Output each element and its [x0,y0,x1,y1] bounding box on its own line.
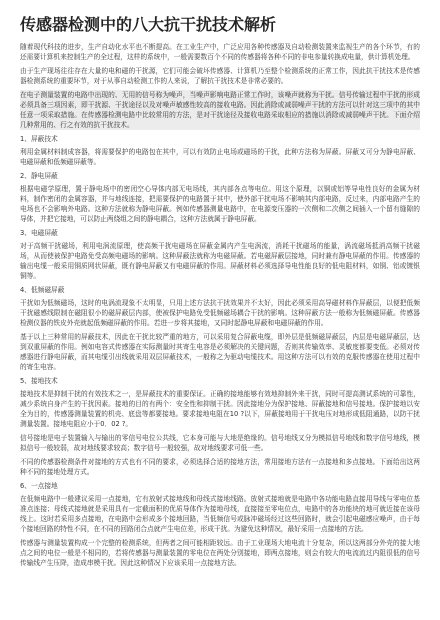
paragraph: 干扰如为低频磁场，这时的电涡流现象不太明显，只用上述方法抗干扰效果并不太好，因此必须采用高导磁材料作屏蔽层，以便把低频干扰磁感线限制在磁阻很小的磁屏蔽层内部，使被保护电路免受低频磁场耦合干扰的影响。这种屏蔽方法一般称为低频磁屏蔽。传感器检测仪器的铁皮外壳就起低频磁屏蔽的作用。若进一步将其接地，又同时起静电屏蔽和电磁屏蔽的作用。 [20,299,420,327]
paragraph: 随着现代科技的进步，生产自动化水平也不断提高。在工业生产中，广泛应用各种传感器及自动检测装置来监视生产的各个环节，有的还需要计算机来控制生产的全过程，这样的系统中，一般需要数百个不同的传感器将各种不同的非电参量转换成电量，供计算机处理。 [20,43,420,61]
paragraph: 根据电磁学原理，置于静电场中的密闭空心导体内部无电场线，其内部各点等电位。用这个原理，以铜或铝等导电性良好的金属为材料，制作密闭的金属容器，并与地线连接，把需要保护的电路置于其中，使外部干扰电场不影响其内部电路，反过来，内部电路产生的电场也不会影响外电路。这种方法就称为静电屏蔽。例如传感器测量电路中，在电源变压器的一次侧和二次侧之间插入一个留有缝隙的导体，并把它接地，可以防止两绕组之间的静电耦合，这种方法就属于静电屏蔽。 [20,185,420,223]
paragraph: 接地技术是抑制干扰的有效技术之一，是屏蔽技术的重要保证。正确的接地能够有效地抑制外来干扰，同时可提高测试系统的可靠性，减少系统自身产生的干扰因素。接地的目的有两个：安全性和抑制干扰。因此接地分为保护接地、屏蔽接地和信号接地。保护接地以安全为目的，传感器测量装置的机壳、底盘等都要接地。要求接地电阻在10 ?以下，屏蔽接地用于干扰电压对地形成低阻通路，以防干扰测量装置。接地电阻应小于0．02 ?。 [20,390,420,428]
section-heading: 3、电磁屏蔽 [20,229,58,237]
paragraph: 利用金属材料制成容器，将需要保护的电路包在其中，可以有效防止电场或磁场的干扰，此种方法称为屏蔽。屏蔽又可分为静电屏蔽、电磁屏蔽和低频磁屏蔽等。 [20,148,420,166]
section-heading: 5、接地技术 [20,377,58,385]
section-heading: 4、低频磁屏蔽 [20,286,65,294]
section-heading: 1、屏蔽技术 [20,135,58,143]
section-heading: 2、静电屏蔽 [20,172,58,180]
paragraph: 不同的传感器检测条件对接地的方式也有不同的要求，必须选择合适的接地方法，常用接地方法有一点接地和多点接地。下面给出这两种不同的接地处理方式。 [20,458,420,476]
paragraph: 对于高频干扰磁场，利用电涡流原理，使高频干扰电磁场在屏蔽金属内产生电涡流，消耗干扰磁场的能量，涡流磁场抵消高频干扰磁场，从而使被保护电路免受高频电磁场的影响。这种屏蔽法就称为电磁屏蔽。若电磁屏蔽层接地，同时兼有静电屏蔽的作用。传感器的输出电缆一般采用铜质网状屏蔽，既有静电屏蔽又有电磁屏蔽的作用。屏蔽材料必须选择导电性能良好的低电阻材料，如铜、铝或镀银铜等。 [20,242,420,280]
article-body [20,42,420,568]
paragraph: 信号接地是电子装置输入与输出的零信号电位公共线，它本身可能与大地是绝缘的。信号地线又分为模拟信号地线和数字信号地线，模拟信号一般较弱，故对地线要求较高；数字信号一般较强，故对地线要求可低一些。 [20,434,420,452]
paragraph: 基于以上三种常用的屏蔽技术，因此在干扰比较严重的地方，可以采用复合屏蔽电缆，即外层是低频磁屏蔽层，内层是电磁屏蔽层，达到双重屏蔽的作用。例如电容式传感器在实际测量时其寄生电容是必须解决的关键问题，否则其传输效率、灵敏度都要变低。必须对传感器进行静电屏蔽，而其电缆引出线就采用双层屏蔽技术，一般称之为驱动电缆技术。用这种方法可以有效的克服传感器在使用过程中的寄生电容。 [20,333,420,371]
paragraph: 在低频电路中一般建议采用一点接地，它有放射式接地线和母线式接地线路。放射式接地就是电路中各功能电路直接用导线与零电位基准点连接；母线式接地就是采用具有一定截面积的优质导体作为接地母线，直接接至零电位点，电路中的各功能块的地可就近接在该母线上。这时若采用多点接地，在电路中会形成多个接地回路，当低频信号或脉冲磁场经过这些回路时，就会引起电磁感应噪声，由于每个接地回路的特性不同，在不同的回路闭合点就产生电位差，形成干扰。为避免这种情况，最好采用一点接地的方法。 [20,495,420,533]
section-heading: 6、一点接地 [20,482,58,490]
paragraph: 传感器与测量装置构成一个完整的检测系统，但两者之间可能相距较远。由于工业现场大地电流十分复杂，所以这两部分外壳的接大地点之间的电位一般是不相同的，若将传感器与测量装置的零电位在两处分别接地，即两点接地，则会有较大的电流流过内阻很低的信号传输线产生压降，造成串模干扰。因此这种情况下应该采用一点接地方法。 [20,539,420,567]
paragraph: 在电子测量装置的电路中出现的、无用的信号称为噪声，当噪声影响电路正常工作时，该噪声就称为干扰。信号传输过程中干扰的形成必须具备三项因素，即干扰源、干扰途径以及对噪声敏感性较高的接收电路。因此消除或减弱噪声干扰的方法可以针对这三项中的其中任意一项采取措施。在传感器检测电路中比较常用的方法，是对干扰途径及接收电路采取相应的措施以消除或减弱噪声干扰。下面介绍几种常用的、行之有效的抗干扰技术。 [20,91,420,129]
paragraph: 由于生产现场往往存在大量的电和磁的干扰源，它们可能会破坏传感器、计算机乃至整个检测系统的正常工作，因此抗干扰技术是传感器检测系统的重要环节，对于从事自动检测工作的人来说，了解抗干扰技术是非常必要的。 [20,67,420,85]
article-title: 传感器检测中的八大抗干扰技术解析 [20,15,277,34]
